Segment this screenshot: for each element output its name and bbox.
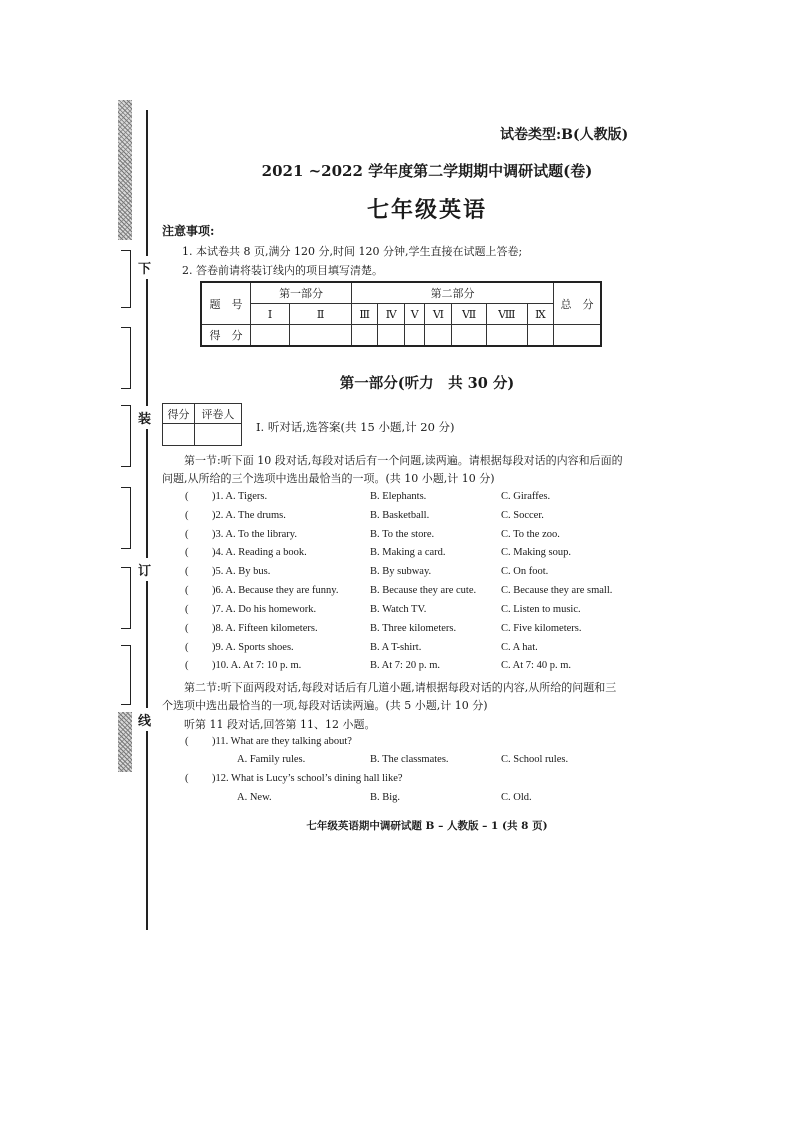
answer-paren[interactable]: (	[185, 491, 189, 502]
numeral-cell: Ⅲ	[352, 304, 378, 325]
total-header: 总 分	[554, 282, 602, 325]
option-c: C. Making soup.	[501, 547, 572, 558]
total-score-cell[interactable]	[554, 325, 602, 347]
option-a: )2. A. The drums.	[212, 510, 286, 521]
answer-paren[interactable]: (	[185, 529, 189, 540]
answer-paren[interactable]: (	[185, 660, 189, 671]
score-cell[interactable]	[452, 325, 486, 347]
row-label-score: 得 分	[201, 325, 251, 347]
binding-pattern-bottom	[118, 712, 132, 772]
part2-instruction	[162, 679, 642, 715]
option-a: A. Family rules.	[237, 754, 306, 765]
option-b: B. Big.	[370, 792, 401, 803]
option-a: )1. A. Tigers.	[212, 491, 268, 502]
numeral-cell: Ⅳ	[378, 304, 405, 325]
row-label-question-no: 题 号	[201, 282, 251, 325]
notice-line-2: 2. 答卷前请将装订线内的项目填写清楚。	[182, 264, 383, 277]
score-cell[interactable]	[425, 325, 452, 347]
score-cell[interactable]	[352, 325, 378, 347]
numeral-cell: Ⅱ	[290, 304, 352, 325]
option-c: C. Soccer.	[501, 510, 544, 521]
part1-instruction-line2: 问题,从所给的三个选项中选出最恰当的一项。(共 10 小题,计 10 分)	[162, 472, 495, 485]
question-heading: Ⅰ. 听对话,选答案(共 15 小题,计 20 分)	[256, 420, 455, 434]
option-a: )4. A. Reading a book.	[212, 547, 307, 558]
binding-bracket	[121, 250, 131, 308]
notice-title: 注意事项:	[162, 224, 215, 238]
answer-paren[interactable]: (	[185, 585, 189, 596]
numeral-cell: Ⅸ	[527, 304, 553, 325]
option-c: C. To the zoo.	[501, 529, 560, 540]
numeral-cell: Ⅶ	[452, 304, 486, 325]
question-11-text: )11. What are they talking about?	[212, 736, 352, 747]
option-c: C. Old.	[501, 792, 532, 803]
notice-line-1: 1. 本试卷共 8 页,满分 120 分,时间 120 分钟,学生直接在试题上答卷;	[182, 245, 523, 258]
option-b: B. Basketball.	[370, 510, 430, 521]
grader-name-label: 评卷人	[194, 404, 241, 424]
binding-char-xian: 线	[138, 708, 151, 731]
binding-line	[146, 110, 148, 930]
binding-char-ding: 订	[138, 558, 151, 581]
answer-paren[interactable]: (	[185, 604, 189, 615]
binding-bracket	[121, 567, 131, 629]
section-title: 第一部分(听力 共 30 分)	[339, 375, 515, 392]
option-a: )3. A. To the library.	[212, 529, 297, 540]
option-a: )9. A. Sports shoes.	[212, 642, 294, 653]
numeral-cell: Ⅵ	[425, 304, 452, 325]
option-a: )5. A. By bus.	[212, 566, 271, 577]
score-cell[interactable]	[527, 325, 553, 347]
grader-score-label: 得分	[163, 404, 195, 424]
listen-note: 听第 11 段对话,回答第 11、12 小题。	[184, 718, 376, 731]
option-a: )6. A. Because they are funny.	[212, 585, 339, 596]
score-cell[interactable]	[378, 325, 405, 347]
option-c: C. Five kilometers.	[501, 623, 582, 634]
grader-box	[162, 403, 242, 446]
option-b: B. Watch TV.	[370, 604, 427, 615]
subject-title: 七年级英语	[366, 197, 487, 223]
paper-type: 试卷类型:B(人教版)	[500, 127, 629, 143]
part2-instruction-line2: 个选项中选出最恰当的一项,每段对话读两遍。(共 5 小题,计 10 分)	[162, 699, 488, 712]
part1-instruction	[162, 452, 642, 488]
binding-bracket	[121, 645, 131, 705]
part2-header: 第二部分	[352, 282, 554, 304]
numeral-cell: Ⅰ	[251, 304, 290, 325]
numeral-cell: Ⅴ	[405, 304, 425, 325]
part2-instruction-line1: 第二节:听下面两段对话,每段对话后有几道小题,请根据每段对话的内容,从所给的问题和三	[184, 681, 617, 694]
option-a: )10. A. At 7: 10 p. m.	[212, 660, 302, 671]
option-b: B. Elephants.	[370, 491, 427, 502]
option-b: B. To the store.	[370, 529, 435, 540]
answer-paren[interactable]: (	[185, 566, 189, 577]
score-cell[interactable]	[405, 325, 425, 347]
option-b: B. Because they are cute.	[370, 585, 477, 596]
answer-paren[interactable]: (	[185, 510, 189, 521]
option-c: C. Because they are small.	[501, 585, 613, 596]
option-b: B. Three kilometers.	[370, 623, 457, 634]
binding-char-zhuang: 装	[138, 406, 151, 429]
option-a: )8. A. Fifteen kilometers.	[212, 623, 318, 634]
numeral-cell: Ⅷ	[486, 304, 527, 325]
option-c: C. On foot.	[501, 566, 549, 577]
binding-bracket	[121, 487, 131, 549]
answer-paren[interactable]: (	[185, 547, 189, 558]
option-b: B. The classmates.	[370, 754, 449, 765]
option-c: C. At 7: 40 p. m.	[501, 660, 572, 671]
grader-name-cell[interactable]	[194, 424, 241, 446]
page-footer: 七年级英语期中调研试题 B – 人教版 – 1 (共 8 页)	[306, 820, 548, 832]
option-c: C. A hat.	[501, 642, 538, 653]
option-b: B. A T-shirt.	[370, 642, 422, 653]
option-b: B. Making a card.	[370, 547, 446, 558]
answer-paren[interactable]: (	[185, 642, 189, 653]
part1-header: 第一部分	[251, 282, 352, 304]
score-cell[interactable]	[290, 325, 352, 347]
answer-paren[interactable]: (	[185, 623, 189, 634]
score-cell[interactable]	[251, 325, 290, 347]
grader-score-cell[interactable]	[163, 424, 195, 446]
option-c: C. Listen to music.	[501, 604, 581, 615]
option-b: B. By subway.	[370, 566, 432, 577]
option-a: )7. A. Do his homework.	[212, 604, 317, 615]
option-c: C. School rules.	[501, 754, 569, 765]
option-b: B. At 7: 20 p. m.	[370, 660, 441, 671]
binding-char-xia: 下	[138, 256, 151, 279]
part1-instruction-line1: 第一节:听下面 10 段对话,每段对话后有一个问题,读两遍。请根据每段对话的内容和后面的	[184, 454, 623, 467]
score-table	[200, 281, 602, 347]
option-a: A. New.	[237, 792, 272, 803]
answer-paren[interactable]: (	[185, 773, 189, 784]
exam-title: 2021 ~2022 学年度第二学期期中调研试题(卷)	[261, 162, 593, 180]
score-cell[interactable]	[486, 325, 527, 347]
answer-paren[interactable]: (	[185, 736, 189, 747]
option-c: C. Giraffes.	[501, 491, 551, 502]
binding-bracket	[121, 405, 131, 467]
question-12-text: )12. What is Lucy’s school’s dining hall like?	[212, 773, 403, 784]
